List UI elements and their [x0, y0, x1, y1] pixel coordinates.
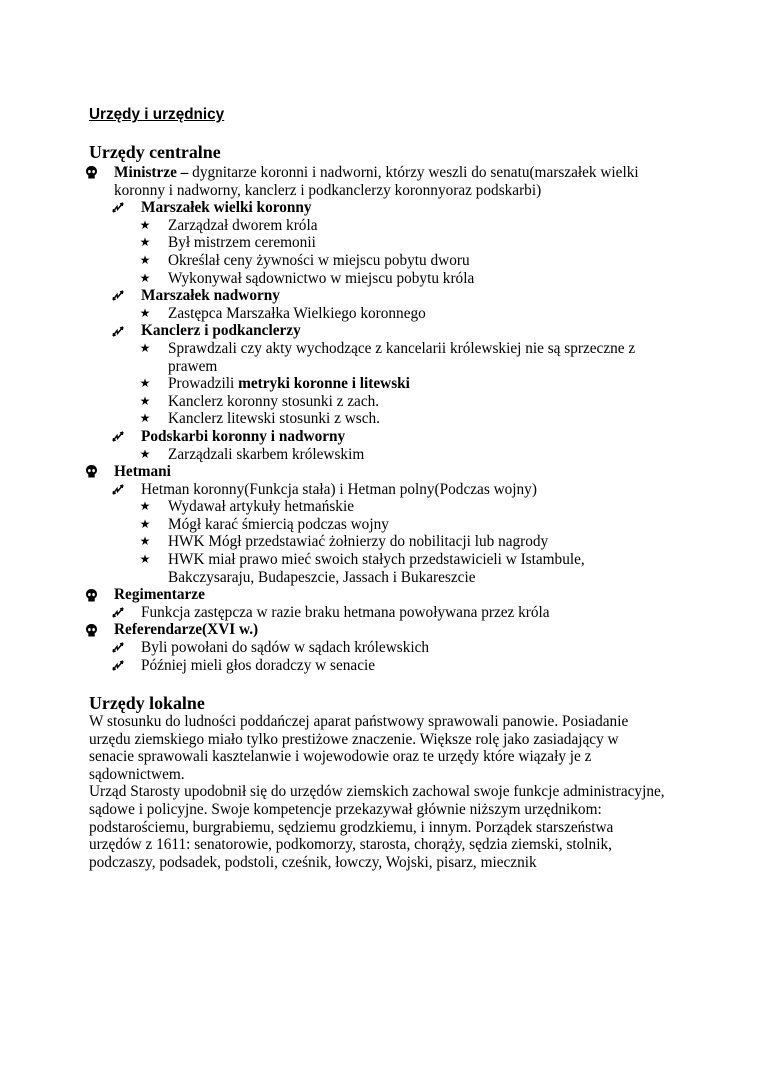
central-offices-list — [0, 164, 760, 674]
list-item-body: Określał ceny żywności w miejscu pobytu dworu — [168, 251, 470, 269]
list-item-level-3 — [0, 375, 760, 393]
list-item-text — [114, 621, 674, 639]
list-item-body: Mógł karać śmiercią podczas wojny — [168, 515, 389, 533]
lightning-icon — [111, 481, 125, 499]
list-item-level-3 — [0, 252, 760, 270]
list-item-level-2 — [0, 639, 760, 657]
list-item-body: Wydawał artykuły hetmańskie — [168, 498, 354, 516]
list-item-text — [168, 340, 668, 375]
list-item-level-2 — [0, 657, 760, 675]
list-item-level-3 — [0, 533, 760, 551]
lightning-icon — [111, 287, 125, 305]
list-item-text — [141, 604, 671, 622]
star-icon: ★ — [139, 305, 151, 320]
list-item-body: Był mistrzem ceremonii — [168, 234, 316, 252]
skull-icon — [84, 463, 98, 481]
list-item-text — [168, 393, 668, 411]
star-icon: ★ — [139, 552, 151, 567]
skull-icon — [84, 621, 98, 639]
lightning-icon — [111, 604, 125, 622]
list-item-text — [168, 217, 668, 235]
star-icon: ★ — [139, 217, 151, 232]
star-icon: ★ — [139, 534, 151, 549]
paragraph-line: Urząd Starosty upodobnił się do urzędów ziemskich zachowal swoje funkcje administracyjne, — [89, 783, 665, 801]
heading-local-offices: Urzędy lokalne — [89, 693, 205, 713]
list-item-text — [168, 516, 668, 534]
list-item-text — [114, 463, 674, 481]
list-item-level-3 — [0, 340, 760, 375]
list-item-text — [114, 164, 674, 199]
star-icon: ★ — [139, 446, 151, 461]
lightning-icon — [111, 657, 125, 675]
lightning-icon — [111, 639, 125, 657]
skull-icon — [84, 586, 98, 604]
list-item-text — [168, 234, 668, 252]
list-item-bold-label: Marszałek nadworny — [141, 287, 280, 305]
list-item-text — [141, 322, 671, 340]
paragraph-line: podstarościemu, burgrabiemu, sędziemu grodzkiemu, i innym. Porządek starszeństwa — [89, 818, 614, 836]
list-item-bold-label: Marszałek wielki koronny — [141, 199, 312, 217]
list-item-bold-label: Ministrze – — [114, 164, 189, 181]
list-item-level-2 — [0, 604, 760, 622]
star-icon: ★ — [139, 516, 151, 531]
star-icon: ★ — [139, 252, 151, 267]
star-icon: ★ — [139, 411, 151, 426]
list-item-body: Kanclerz koronny stosunki z zach. — [168, 392, 380, 410]
heading-central-offices: Urzędy centralne — [89, 142, 221, 162]
list-item-level-3 — [0, 270, 760, 288]
list-item-body: HWK Mógł przedstawiać żołnierzy do nobilitacji lub nagrody — [168, 533, 549, 551]
paragraph-line: podczaszy, podsadek, podstoli, cześnik, łowczy, Wojski, pisarz, miecznik — [89, 853, 537, 871]
paragraph-line: urzędów z 1611: senatorowie, podkomorzy, starosta, chorąży, sędzia ziemski, stolnik, — [89, 836, 612, 854]
list-item-body: Funkcja zastępcza w razie braku hetmana powoływana przez króla — [141, 603, 550, 621]
star-icon: ★ — [139, 235, 151, 250]
paragraph-line: sądownictwem. — [89, 765, 185, 783]
lightning-icon — [111, 199, 125, 217]
list-item-level-2 — [0, 428, 760, 446]
list-item-body: dygnitarze koronni i nadworni, którzy weszli do senatu(marszałek wielki koronny i nadworny, kanclerz i podkanclerzy koronnyoraz podskarbi) — [114, 164, 639, 199]
lightning-icon — [111, 428, 125, 446]
list-item-bold-label: Podskarbi koronny i nadworny — [141, 427, 346, 445]
list-item-body: HWK miał prawo mieć swoich stałych przedstawicieli w Istambule, Bakczysaraju, Budapeszcie, Jassach i Bukareszcie — [168, 551, 585, 586]
list-item-text — [141, 199, 671, 217]
skull-icon — [84, 164, 98, 182]
list-item-body: Zastępca Marszałka Wielkiego koronnego — [168, 304, 426, 322]
list-item-text — [141, 639, 671, 657]
list-item-text — [141, 428, 671, 446]
list-item-level-3 — [0, 410, 760, 428]
list-item-bold-label: Hetmani — [114, 463, 171, 481]
list-item-bold-label: Regimentarze — [114, 586, 205, 604]
paragraph-line: sądowe i policyjne. Swoje kompetencje przekazywał głównie niższym urzędnikom: — [89, 800, 602, 818]
list-item-level-3 — [0, 498, 760, 516]
list-item-text — [168, 305, 668, 323]
list-item-level-2 — [0, 481, 760, 499]
list-item-text — [141, 657, 671, 675]
list-item-level-3 — [0, 393, 760, 411]
list-item-body: Hetman koronny(Funkcja stała) i Hetman polny(Podczas wojny) — [141, 480, 537, 498]
list-item-text — [168, 252, 668, 270]
list-item-text — [168, 533, 668, 551]
list-item-body: Byli powołani do sądów w sądach królewskich — [141, 639, 430, 657]
list-item-text — [141, 481, 671, 499]
list-item-level-1 — [0, 463, 760, 481]
list-item-text — [141, 287, 671, 305]
list-item-level-3 — [0, 305, 760, 323]
paragraph-line: W stosunku do ludności poddańczej aparat państwowy sprawowali panowie. Posiadanie — [89, 713, 629, 730]
list-item-level-3 — [0, 446, 760, 464]
list-item-text — [168, 498, 668, 516]
list-item-text — [168, 410, 668, 428]
paragraph-line: senacie sprawowali kasztelanwie i wojewodowie oraz te urzędy które wiązały je z — [89, 748, 592, 766]
list-item-text — [168, 375, 668, 393]
list-item-bold-label: Referendarze(XVI w.) — [114, 621, 259, 639]
list-item-body: Wykonywał sądownictwo w miejscu pobytu króla — [168, 269, 475, 287]
star-icon: ★ — [139, 393, 151, 408]
list-item-level-3 — [0, 551, 760, 586]
star-icon: ★ — [139, 376, 151, 391]
lightning-icon — [111, 322, 125, 340]
list-item-level-1 — [0, 586, 760, 604]
list-item-body: Prowadzili — [168, 375, 239, 393]
list-item-bold-label: Kanclerz i podkanclerzy — [141, 322, 301, 340]
list-item-body: Zarządzali skarbem królewskim — [168, 445, 365, 463]
list-item-body: Kanclerz litewski stosunki z wsch. — [168, 410, 380, 428]
list-item-level-1 — [0, 621, 760, 639]
list-item-text — [114, 586, 674, 604]
list-item-body: Sprawdzali czy akty wychodzące z kancelarii królewskiej nie są sprzeczne z prawem — [168, 339, 636, 375]
list-item-body: Później mieli głos doradczy w senacie — [141, 656, 376, 674]
list-item-body: Zarządzał dworem króla — [168, 216, 318, 234]
list-item-level-2 — [0, 287, 760, 305]
star-icon: ★ — [139, 270, 151, 285]
list-item-bold-emphasis: metryki koronne i litewski — [238, 375, 410, 393]
list-item-level-1 — [0, 164, 760, 199]
list-item-text — [168, 446, 668, 464]
list-item-text — [168, 270, 668, 288]
star-icon: ★ — [139, 340, 151, 355]
list-item-level-2 — [0, 199, 760, 217]
list-item-text — [168, 551, 668, 586]
list-item-level-3 — [0, 217, 760, 235]
paragraph-line: urzędu ziemskiego miało tylko prestiżowe znaczenie. Większe rolę jako zasiadający w — [89, 730, 619, 748]
document-title: Urzędy i urzędnicy — [89, 106, 225, 123]
list-item-level-2 — [0, 322, 760, 340]
local-offices-paragraph — [89, 713, 665, 871]
star-icon: ★ — [139, 499, 151, 514]
list-item-level-3 — [0, 234, 760, 252]
list-item-level-3 — [0, 516, 760, 534]
